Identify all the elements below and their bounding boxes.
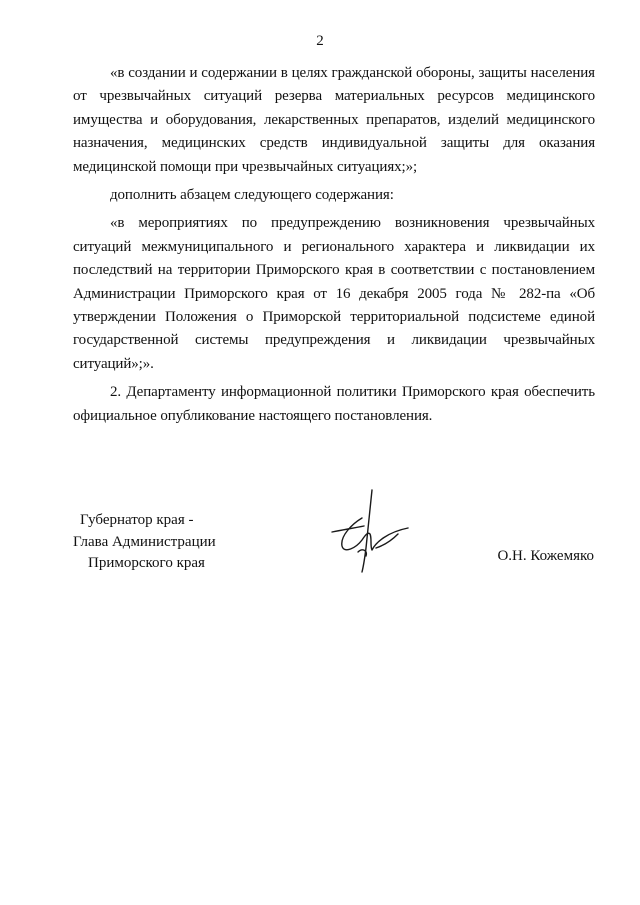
paragraph-publication-order: 2. Департаменту информационной политики Приморского края обеспечить официальное опубликование настоящего постановления. <box>73 384 595 424</box>
document-body <box>73 62 595 428</box>
page-number: 2 <box>316 33 324 49</box>
paragraph-emergency-measures: «в мероприятиях по предупреждению возникновения чрезвычайных ситуаций межмуниципального и регионального характера и ликвидации их последствий на территории Приморского края в соответствии с постановлением Администрации Приморского края от 16 декабря 2005 года № 282-па «Об утверждении Положения о Приморской территориальной подсистеме единой государственной системы предупреждения и ликвидации чрезвычайных ситуаций»;». <box>73 215 595 372</box>
signatory-title-line-2: Глава Администрации <box>73 533 216 550</box>
signatory-name: О.Н. Кожемяко <box>497 548 594 564</box>
paragraph-amendment-intro: дополнить абзацем следующего содержания: <box>110 187 394 204</box>
signatory-title-line-1: Губернатор края - <box>80 512 194 528</box>
signatory-title <box>73 510 216 575</box>
handwritten-signature-icon <box>328 488 412 580</box>
signatory-title-line-3: Приморского края <box>88 555 205 571</box>
paragraph-civil-defense: «в создании и содержании в целях гражданской обороны, защиты населения от чрезвычайных ситуаций резерва материальных ресурсов медицинского имущества и оборудования, лекарственных препаратов, изделий медицинского назначения, медицинских средств индивидуальной защиты для оказания медицинской помощи при чрезвычайных ситуациях;»; <box>73 65 595 175</box>
